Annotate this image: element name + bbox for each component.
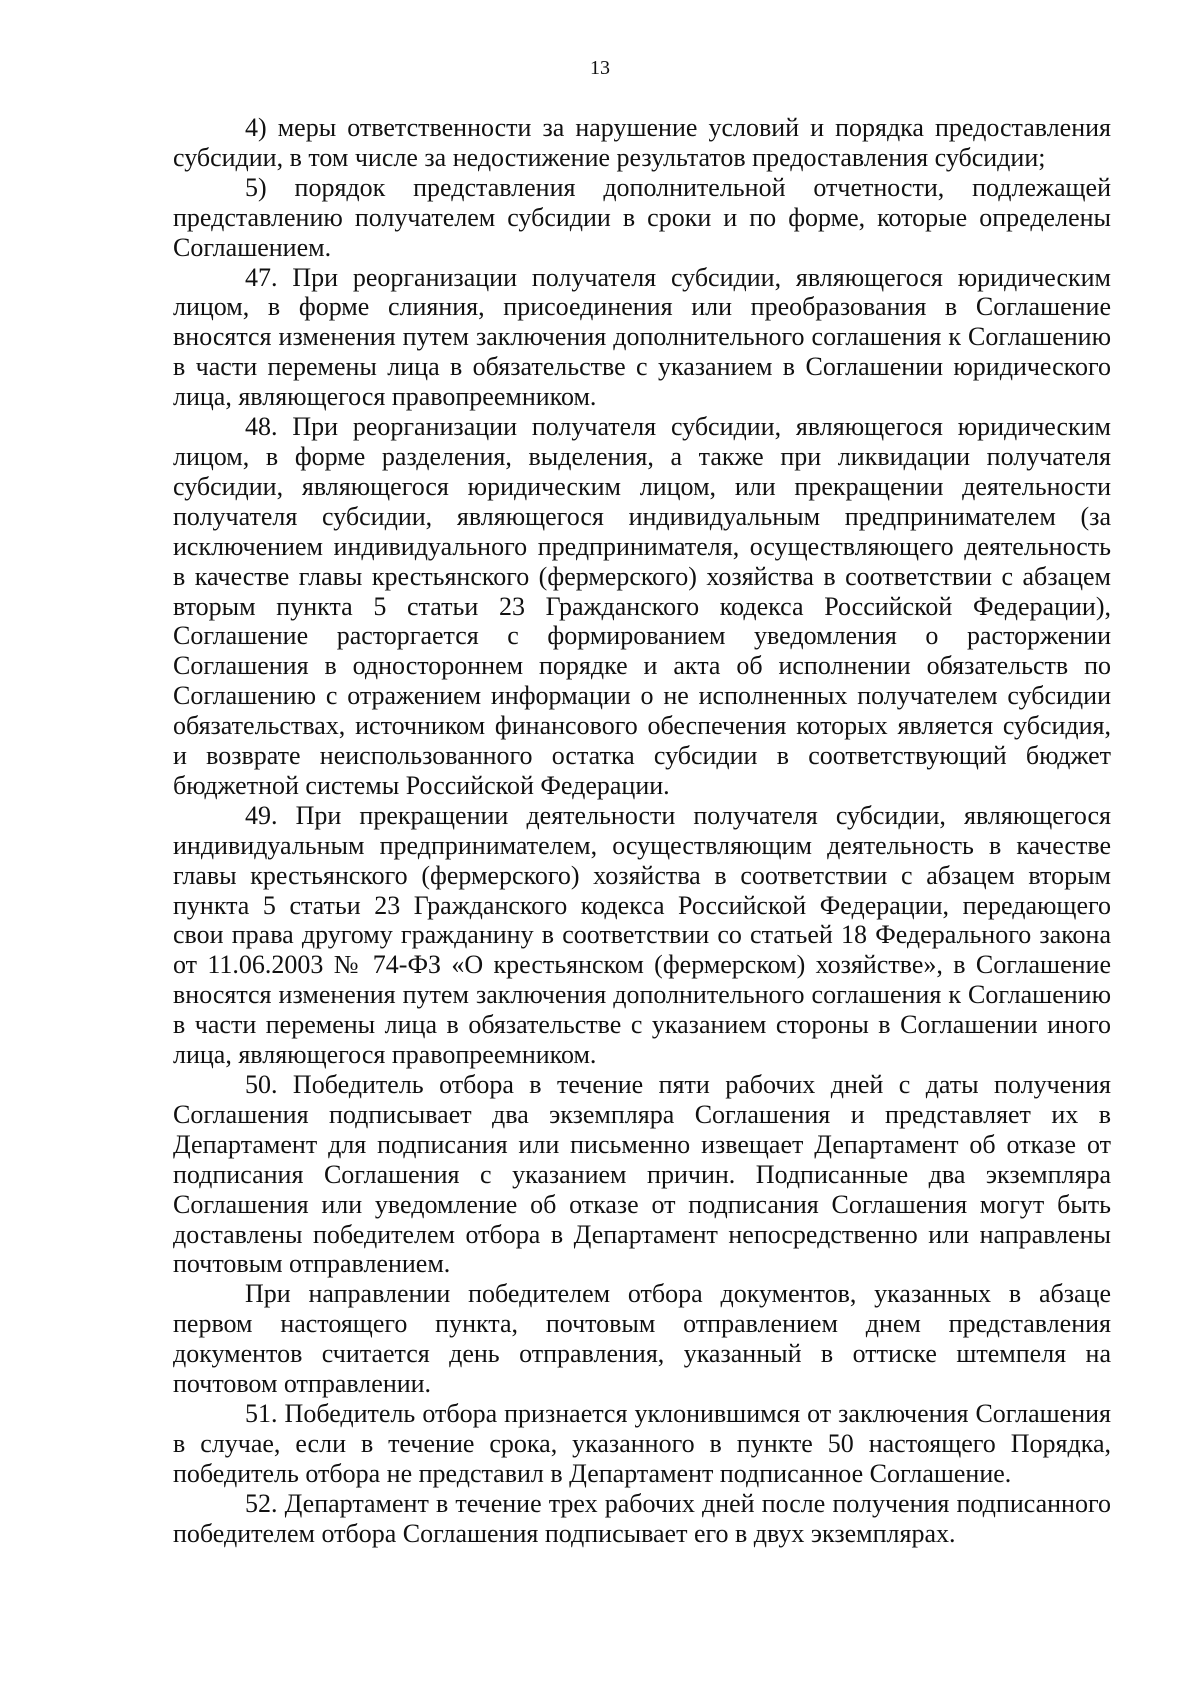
paragraph-47: 47. При реорганизации получателя субсидии, являющегося юридическим лицом, в форме слияния, присоединения или преобразования в Соглашение вносятся изменения путем заключения дополнительного соглашения к Соглашению в части перемены лица в обязательстве с указанием в Соглашении юридического лица, являющегося правопреемником. [173, 262, 1111, 412]
paragraph-50: 50. Победитель отбора в течение пяти рабочих дней с даты получения Соглашения подписывает два экземпляра Соглашения и представляет их в Департамент для подписания или письменно извещает Департамент об отказе от подписания Соглашения с указанием причин. Подписанные два экземпляра Соглашения или уведомление об отказе от подписания Соглашения могут быть доставлены победителем отбора в Департамент непосредственно или направлены почтовым отправлением. [173, 1070, 1111, 1279]
paragraph-50-second-abzac: При направлении победителем отбора документов, указанных в абзаце первом настоящего пункта, почтовым отправлением днем представления документов считается день отправления, указанный в оттиске штемпеля на почтовом отправлении. [173, 1279, 1111, 1399]
page-number: 13 [590, 57, 610, 79]
paragraph-51: 51. Победитель отбора признается уклонившимся от заключения Соглашения в случае, если в течение срока, указанного в пункте 50 настоящего Порядка, победитель отбора не представил в Департамент подписанное Соглашение. [173, 1398, 1111, 1488]
paragraph-item-5: 5) порядок представления дополнительной отчетности, подлежащей представлению получателем субсидии в сроки и по форме, которые определены Соглашением. [173, 172, 1111, 262]
paragraph-49: 49. При прекращении деятельности получателя субсидии, являющегося индивидуальным предпринимателем, осуществляющим деятельность в качестве главы крестьянского (фермерского) хозяйства в соответствии с абзацем вторым пункта 5 статьи 23 Гражданского кодекса Российской Федерации, передающего свои права другому гражданину в соответствии со статьей 18 Федерального закона от 11.06.2003 № 74-ФЗ «О крестьянском (фермерском) хозяйстве», в Соглашение вносятся изменения путем заключения дополнительного соглашения к Соглашению в части перемены лица в обязательстве с указанием стороны в Соглашении иного лица, являющегося правопреемником. [173, 800, 1111, 1070]
paragraph-item-4: 4) меры ответственности за нарушение условий и порядка предоставления субсидии, в том числе за недостижение результатов предоставления субсидии; [173, 113, 1111, 172]
paragraph-52: 52. Департамент в течение трех рабочих дней после получения подписанного победителем отбора Соглашения подписывает его в двух экземплярах. [173, 1488, 1111, 1548]
document-body [173, 113, 1111, 1549]
paragraph-48: 48. При реорганизации получателя субсидии, являющегося юридическим лицом, в форме разделения, выделения, а также при ликвидации получателя субсидии, являющегося юридическим лицом, или прекращении деятельности получателя субсидии, являющегося индивидуальным предпринимателем (за исключением индивидуального предпринимателя, осуществляющего деятельность в качестве главы крестьянского (фермерского) хозяйства в соответствии с абзацем вторым пункта 5 статьи 23 Гражданского кодекса Российской Федерации), Соглашение расторгается с формированием уведомления о расторжении Соглашения в одностороннем порядке и акта об исполнении обязательств по Соглашению с отражением информации о не исполненных получателем субсидии обязательствах, источником финансового обеспечения которых является субсидия, и возврате неиспользованного остатка субсидии в соответствующий бюджет бюджетной системы Российской Федерации. [173, 412, 1111, 800]
